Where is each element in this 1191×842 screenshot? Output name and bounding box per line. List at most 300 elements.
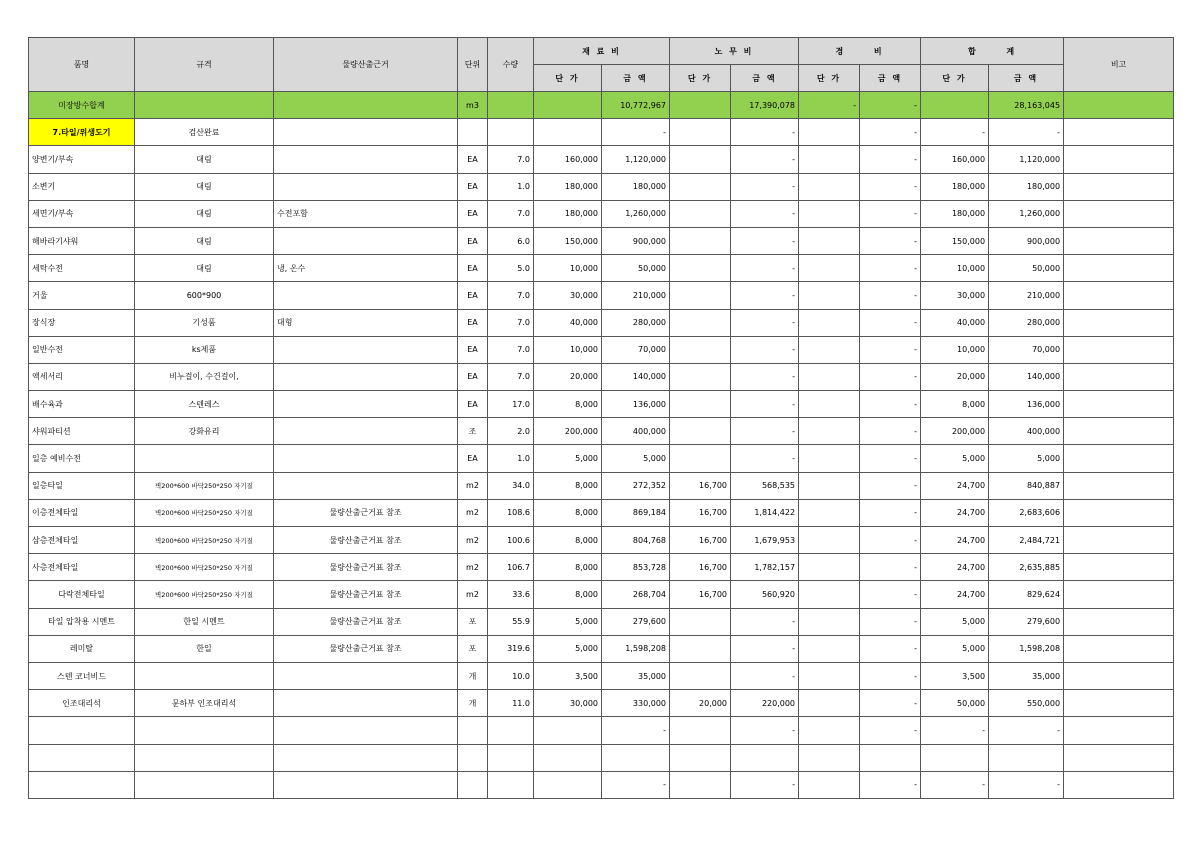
unit-cell: m2	[458, 554, 488, 581]
table-row	[29, 309, 1174, 336]
total-unit-price-cell: 8,000	[921, 391, 989, 418]
basis-cell: 물량산출근거표 참조	[274, 499, 458, 526]
unit-cell: EA	[458, 391, 488, 418]
unit-cell: m2	[458, 581, 488, 608]
expense-amount-cell: -	[860, 554, 921, 581]
labor-amount-cell: 220,000	[731, 690, 799, 717]
material-unit-price-cell	[534, 717, 602, 744]
material-unit-price-cell: 8,000	[534, 527, 602, 554]
labor-amount-cell: -	[731, 119, 799, 146]
table-row	[29, 173, 1174, 200]
total-unit-price-cell: 24,700	[921, 581, 989, 608]
subtotal-basis	[274, 92, 458, 119]
unit-cell: EA	[458, 200, 488, 227]
total-amount-cell: 400,000	[989, 418, 1064, 445]
total-unit-price-cell: 200,000	[921, 418, 989, 445]
unit-cell: EA	[458, 173, 488, 200]
note-cell	[1064, 282, 1174, 309]
expense-unit-price-cell	[799, 717, 860, 744]
note-cell	[1064, 363, 1174, 390]
total-unit-price-cell: -	[921, 717, 989, 744]
item-cell: 7.타일/위생도기	[29, 119, 135, 146]
item-cell: 일층 예비수전	[29, 445, 135, 472]
basis-cell	[274, 662, 458, 689]
spec-cell: 대림	[135, 227, 274, 254]
qty-cell: 1.0	[488, 445, 534, 472]
spec-cell: 기성품	[135, 309, 274, 336]
material-unit-price-cell: 5,000	[534, 635, 602, 662]
unit-cell: EA	[458, 227, 488, 254]
table-row	[29, 200, 1174, 227]
item-cell: 인조대리석	[29, 690, 135, 717]
labor-amount-cell: -	[731, 771, 799, 798]
labor-unit-price-cell	[670, 608, 731, 635]
qty-cell: 7.0	[488, 309, 534, 336]
spec-cell: 검산완료	[135, 119, 274, 146]
total-amount-cell: 2,484,721	[989, 527, 1064, 554]
expense-amount-cell: -	[860, 309, 921, 336]
total-unit-price-cell: 180,000	[921, 200, 989, 227]
qty-cell: 55.9	[488, 608, 534, 635]
total-unit-price-cell: 50,000	[921, 690, 989, 717]
table-row	[29, 146, 1174, 173]
subtotal-spec	[135, 92, 274, 119]
header-note: 비고	[1064, 38, 1174, 92]
labor-unit-price-cell	[670, 662, 731, 689]
expense-amount-cell: -	[860, 119, 921, 146]
note-cell	[1064, 200, 1174, 227]
material-amount-cell: -	[602, 717, 670, 744]
expense-unit-price-cell	[799, 662, 860, 689]
total-unit-price-cell: 10,000	[921, 336, 989, 363]
total-amount-cell: -	[989, 119, 1064, 146]
expense-unit-price-cell	[799, 282, 860, 309]
labor-amount-cell	[731, 744, 799, 771]
unit-cell: EA	[458, 309, 488, 336]
labor-amount-cell: -	[731, 336, 799, 363]
expense-unit-price-cell	[799, 499, 860, 526]
spec-cell: 대림	[135, 200, 274, 227]
basis-cell	[274, 282, 458, 309]
table-row	[29, 391, 1174, 418]
spec-cell: 벽200*600 바닥250*250 자기질	[135, 499, 274, 526]
expense-amount-cell: -	[860, 635, 921, 662]
qty-cell: 33.6	[488, 581, 534, 608]
total-amount-cell: 550,000	[989, 690, 1064, 717]
qty-cell: 10.0	[488, 662, 534, 689]
basis-cell	[274, 173, 458, 200]
total-unit-price-cell: 180,000	[921, 173, 989, 200]
expense-unit-price-cell	[799, 255, 860, 282]
material-amount-cell: 853,728	[602, 554, 670, 581]
unit-cell: EA	[458, 255, 488, 282]
spec-cell	[135, 717, 274, 744]
qty-cell: 7.0	[488, 282, 534, 309]
header-item: 품명	[29, 38, 135, 92]
expense-amount-cell: -	[860, 662, 921, 689]
subtotal-note	[1064, 92, 1174, 119]
expense-amount-cell: -	[860, 173, 921, 200]
material-amount-cell: 400,000	[602, 418, 670, 445]
item-cell: 삼층전체타일	[29, 527, 135, 554]
unit-cell: EA	[458, 282, 488, 309]
table-row	[29, 717, 1174, 744]
expense-unit-price-cell	[799, 227, 860, 254]
expense-unit-price-cell	[799, 309, 860, 336]
basis-cell	[274, 418, 458, 445]
basis-cell	[274, 227, 458, 254]
header-material-unit-price: 단 가	[534, 65, 602, 92]
basis-cell	[274, 472, 458, 499]
material-unit-price-cell: 5,000	[534, 445, 602, 472]
material-amount-cell: 1,120,000	[602, 146, 670, 173]
expense-amount-cell: -	[860, 717, 921, 744]
note-cell	[1064, 744, 1174, 771]
material-unit-price-cell: 30,000	[534, 282, 602, 309]
subtotal-total-amount: 28,163,045	[989, 92, 1064, 119]
spec-cell: 600*900	[135, 282, 274, 309]
material-unit-price-cell: 150,000	[534, 227, 602, 254]
total-amount-cell: 50,000	[989, 255, 1064, 282]
total-amount-cell: 900,000	[989, 227, 1064, 254]
note-cell	[1064, 391, 1174, 418]
unit-cell: EA	[458, 445, 488, 472]
material-unit-price-cell	[534, 744, 602, 771]
total-amount-cell: 279,600	[989, 608, 1064, 635]
item-cell: 장식장	[29, 309, 135, 336]
qty-cell: 106.7	[488, 554, 534, 581]
expense-unit-price-cell	[799, 119, 860, 146]
header-expense-unit-price: 단 가	[799, 65, 860, 92]
total-unit-price-cell	[921, 744, 989, 771]
unit-cell: 개	[458, 690, 488, 717]
total-unit-price-cell: 5,000	[921, 635, 989, 662]
subtotal-material-amount: 10,772,967	[602, 92, 670, 119]
expense-unit-price-cell	[799, 690, 860, 717]
item-cell	[29, 717, 135, 744]
note-cell	[1064, 608, 1174, 635]
spec-cell: 비누걸이, 수건걸이,	[135, 363, 274, 390]
table-row	[29, 554, 1174, 581]
item-cell: 레미탈	[29, 635, 135, 662]
basis-cell	[274, 690, 458, 717]
expense-unit-price-cell	[799, 336, 860, 363]
total-amount-cell: 829,624	[989, 581, 1064, 608]
basis-cell	[274, 146, 458, 173]
material-unit-price-cell	[534, 119, 602, 146]
labor-unit-price-cell	[670, 119, 731, 146]
note-cell	[1064, 119, 1174, 146]
header-material-amount: 금 액	[602, 65, 670, 92]
spec-cell	[135, 445, 274, 472]
subtotal-expense-amount: -	[860, 92, 921, 119]
material-amount-cell: 279,600	[602, 608, 670, 635]
material-amount-cell: 869,184	[602, 499, 670, 526]
total-unit-price-cell: 160,000	[921, 146, 989, 173]
total-unit-price-cell: 40,000	[921, 309, 989, 336]
header-unit: 단위	[458, 38, 488, 92]
qty-cell: 34.0	[488, 472, 534, 499]
expense-unit-price-cell	[799, 472, 860, 499]
expense-unit-price-cell	[799, 771, 860, 798]
total-unit-price-cell: 24,700	[921, 554, 989, 581]
total-amount-cell: 2,635,885	[989, 554, 1064, 581]
material-amount-cell: 272,352	[602, 472, 670, 499]
note-cell	[1064, 255, 1174, 282]
subtotal-row	[29, 92, 1174, 119]
labor-amount-cell: -	[731, 309, 799, 336]
note-cell	[1064, 445, 1174, 472]
material-unit-price-cell: 8,000	[534, 581, 602, 608]
labor-unit-price-cell	[670, 363, 731, 390]
table-row	[29, 527, 1174, 554]
material-unit-price-cell	[534, 771, 602, 798]
labor-unit-price-cell: 16,700	[670, 581, 731, 608]
total-amount-cell: 70,000	[989, 336, 1064, 363]
note-cell	[1064, 472, 1174, 499]
subtotal-item: 미장방수합계	[29, 92, 135, 119]
qty-cell	[488, 119, 534, 146]
header-total-unit-price: 단 가	[921, 65, 989, 92]
qty-cell	[488, 717, 534, 744]
material-amount-cell: 804,768	[602, 527, 670, 554]
labor-amount-cell: 1,679,953	[731, 527, 799, 554]
item-cell: 다락전체타일	[29, 581, 135, 608]
material-unit-price-cell: 200,000	[534, 418, 602, 445]
basis-cell: 물량산출근거표 참조	[274, 608, 458, 635]
total-unit-price-cell: 3,500	[921, 662, 989, 689]
subtotal-expense-unit-price: -	[799, 92, 860, 119]
total-amount-cell: 210,000	[989, 282, 1064, 309]
table-row	[29, 255, 1174, 282]
note-cell	[1064, 662, 1174, 689]
expense-amount-cell: -	[860, 227, 921, 254]
total-amount-cell: 1,120,000	[989, 146, 1064, 173]
material-amount-cell: 140,000	[602, 363, 670, 390]
total-unit-price-cell: 150,000	[921, 227, 989, 254]
total-unit-price-cell: 10,000	[921, 255, 989, 282]
note-cell	[1064, 173, 1174, 200]
material-unit-price-cell: 3,500	[534, 662, 602, 689]
labor-amount-cell: -	[731, 146, 799, 173]
unit-cell	[458, 119, 488, 146]
qty-cell: 100.6	[488, 527, 534, 554]
qty-cell	[488, 771, 534, 798]
unit-cell: m2	[458, 499, 488, 526]
note-cell	[1064, 527, 1174, 554]
total-amount-cell	[989, 744, 1064, 771]
qty-cell: 108.6	[488, 499, 534, 526]
spec-cell: 벽200*600 바닥250*250 자기질	[135, 472, 274, 499]
expense-amount-cell: -	[860, 282, 921, 309]
labor-unit-price-cell: 16,700	[670, 554, 731, 581]
item-cell: 양변기/부속	[29, 146, 135, 173]
table-row	[29, 282, 1174, 309]
subtotal-unit: m3	[458, 92, 488, 119]
item-cell: 타일 압착용 시멘트	[29, 608, 135, 635]
header-labor: 노 무 비	[670, 38, 799, 65]
total-unit-price-cell: 20,000	[921, 363, 989, 390]
spec-cell: 벽200*600 바닥250*250 자기질	[135, 554, 274, 581]
total-unit-price-cell: 24,700	[921, 527, 989, 554]
total-amount-cell: 1,598,208	[989, 635, 1064, 662]
labor-amount-cell: -	[731, 173, 799, 200]
item-cell: 배수육과	[29, 391, 135, 418]
note-cell	[1064, 309, 1174, 336]
material-unit-price-cell: 30,000	[534, 690, 602, 717]
material-unit-price-cell: 10,000	[534, 336, 602, 363]
basis-cell: 대형	[274, 309, 458, 336]
qty-cell: 6.0	[488, 227, 534, 254]
note-cell	[1064, 418, 1174, 445]
labor-unit-price-cell	[670, 173, 731, 200]
basis-cell	[274, 717, 458, 744]
unit-cell: 포	[458, 608, 488, 635]
item-cell	[29, 744, 135, 771]
header-qty: 수량	[488, 38, 534, 92]
qty-cell: 7.0	[488, 200, 534, 227]
unit-cell: m2	[458, 527, 488, 554]
spec-cell: 한일 시멘트	[135, 608, 274, 635]
spec-cell: 대림	[135, 173, 274, 200]
material-unit-price-cell: 8,000	[534, 554, 602, 581]
total-amount-cell: 2,683,606	[989, 499, 1064, 526]
expense-amount-cell	[860, 744, 921, 771]
item-cell: 해바라기샤워	[29, 227, 135, 254]
table-row	[29, 472, 1174, 499]
total-unit-price-cell: 30,000	[921, 282, 989, 309]
total-unit-price-cell: 5,000	[921, 608, 989, 635]
labor-unit-price-cell: 16,700	[670, 472, 731, 499]
labor-unit-price-cell	[670, 391, 731, 418]
labor-unit-price-cell	[670, 336, 731, 363]
item-cell: 액세서리	[29, 363, 135, 390]
expense-amount-cell: -	[860, 690, 921, 717]
basis-cell: 물량산출근거표 참조	[274, 635, 458, 662]
expense-amount-cell: -	[860, 363, 921, 390]
material-amount-cell: 5,000	[602, 445, 670, 472]
header-labor-amount: 금 액	[731, 65, 799, 92]
material-unit-price-cell: 10,000	[534, 255, 602, 282]
labor-unit-price-cell: 20,000	[670, 690, 731, 717]
labor-unit-price-cell: 16,700	[670, 527, 731, 554]
labor-amount-cell: -	[731, 662, 799, 689]
material-unit-price-cell: 8,000	[534, 472, 602, 499]
unit-cell: EA	[458, 146, 488, 173]
labor-unit-price-cell	[670, 418, 731, 445]
spec-cell: 벽200*600 바닥250*250 자기질	[135, 527, 274, 554]
subtotal-total-unit-price	[921, 92, 989, 119]
expense-unit-price-cell	[799, 363, 860, 390]
header-spec: 규격	[135, 38, 274, 92]
material-amount-cell: 1,598,208	[602, 635, 670, 662]
total-unit-price-cell: 5,000	[921, 445, 989, 472]
material-unit-price-cell: 20,000	[534, 363, 602, 390]
expense-amount-cell: -	[860, 527, 921, 554]
material-amount-cell: 268,704	[602, 581, 670, 608]
expense-amount-cell: -	[860, 608, 921, 635]
expense-unit-price-cell	[799, 527, 860, 554]
expense-amount-cell: -	[860, 391, 921, 418]
labor-amount-cell: -	[731, 255, 799, 282]
material-amount-cell: -	[602, 771, 670, 798]
material-unit-price-cell: 160,000	[534, 146, 602, 173]
labor-amount-cell: -	[731, 445, 799, 472]
table-row	[29, 690, 1174, 717]
spec-cell: 대림	[135, 255, 274, 282]
labor-amount-cell: 568,535	[731, 472, 799, 499]
qty-cell: 1.0	[488, 173, 534, 200]
spec-cell: 강화유리	[135, 418, 274, 445]
labor-amount-cell: 560,920	[731, 581, 799, 608]
item-cell: 일반수전	[29, 336, 135, 363]
note-cell	[1064, 554, 1174, 581]
table-row	[29, 445, 1174, 472]
total-amount-cell: 136,000	[989, 391, 1064, 418]
basis-cell: 물량산출근거표 참조	[274, 581, 458, 608]
note-cell	[1064, 581, 1174, 608]
table-row	[29, 499, 1174, 526]
total-unit-price-cell: 24,700	[921, 472, 989, 499]
table-row	[29, 581, 1174, 608]
qty-cell: 17.0	[488, 391, 534, 418]
estimate-table	[28, 37, 1174, 799]
total-amount-cell: -	[989, 717, 1064, 744]
basis-cell	[274, 336, 458, 363]
basis-cell: 물량산출근거표 참조	[274, 554, 458, 581]
qty-cell: 7.0	[488, 336, 534, 363]
table-row	[29, 635, 1174, 662]
header-total-amount: 금 액	[989, 65, 1064, 92]
item-cell: 이층전체타일	[29, 499, 135, 526]
material-amount-cell: -	[602, 119, 670, 146]
note-cell	[1064, 635, 1174, 662]
note-cell	[1064, 717, 1174, 744]
total-unit-price-cell: 24,700	[921, 499, 989, 526]
basis-cell	[274, 744, 458, 771]
note-cell	[1064, 690, 1174, 717]
material-unit-price-cell: 8,000	[534, 391, 602, 418]
total-unit-price-cell: -	[921, 771, 989, 798]
subtotal-qty	[488, 92, 534, 119]
labor-amount-cell: -	[731, 200, 799, 227]
item-cell: 소변기	[29, 173, 135, 200]
labor-amount-cell: -	[731, 363, 799, 390]
subtotal-labor-unit-price	[670, 92, 731, 119]
material-unit-price-cell: 5,000	[534, 608, 602, 635]
table-row	[29, 771, 1174, 798]
expense-unit-price-cell	[799, 581, 860, 608]
material-unit-price-cell: 180,000	[534, 200, 602, 227]
item-cell: 일층타일	[29, 472, 135, 499]
item-cell	[29, 771, 135, 798]
expense-amount-cell: -	[860, 499, 921, 526]
material-unit-price-cell: 40,000	[534, 309, 602, 336]
expense-unit-price-cell	[799, 445, 860, 472]
expense-unit-price-cell	[799, 608, 860, 635]
unit-cell	[458, 717, 488, 744]
unit-cell	[458, 771, 488, 798]
labor-unit-price-cell	[670, 771, 731, 798]
total-amount-cell: 840,887	[989, 472, 1064, 499]
expense-amount-cell: -	[860, 445, 921, 472]
table-row	[29, 336, 1174, 363]
spec-cell: 스텐레스	[135, 391, 274, 418]
unit-cell: m2	[458, 472, 488, 499]
table-row	[29, 418, 1174, 445]
labor-amount-cell: 1,814,422	[731, 499, 799, 526]
material-amount-cell: 35,000	[602, 662, 670, 689]
